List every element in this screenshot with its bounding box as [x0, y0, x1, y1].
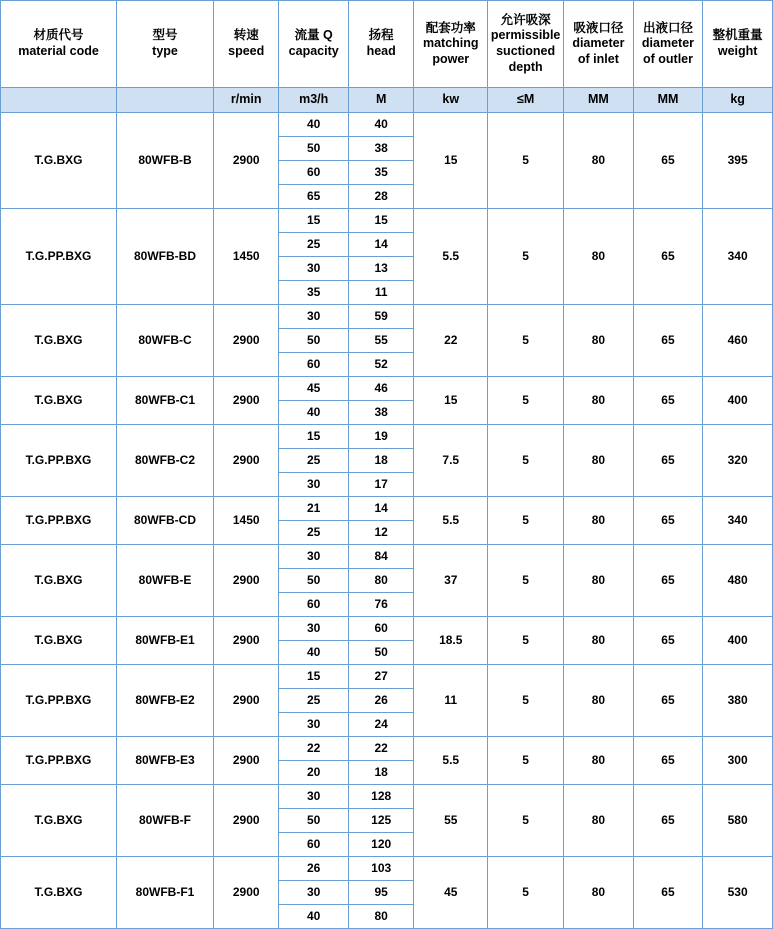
- header-capacity-cn: 流量 Q: [294, 28, 333, 43]
- cell-head: 14: [348, 497, 413, 521]
- header-speed-en: speed: [228, 44, 265, 58]
- cell-head: 46: [348, 377, 413, 401]
- header-material-code: [1, 1, 117, 88]
- header-power-cn: 配套功率: [425, 20, 476, 35]
- cell-capacity: 60: [279, 833, 349, 857]
- table-row: [1, 617, 773, 641]
- table-head: [1, 1, 773, 113]
- cell-speed: 2900: [214, 377, 279, 425]
- cell-capacity: 40: [279, 905, 349, 929]
- cell-weight: 400: [703, 377, 773, 425]
- table-row: [1, 113, 773, 137]
- cell-suction-depth: 5: [488, 857, 564, 929]
- table-row: [1, 377, 773, 401]
- cell-type: 80WFB-C2: [117, 425, 214, 497]
- cell-power: 15: [414, 377, 488, 425]
- header-type-en: type: [152, 44, 178, 58]
- cell-head: 27: [348, 665, 413, 689]
- cell-suction-depth: 5: [488, 305, 564, 377]
- cell-head: 60: [348, 617, 413, 641]
- cell-capacity: 30: [279, 305, 349, 329]
- cell-head: 80: [348, 569, 413, 593]
- cell-head: 95: [348, 881, 413, 905]
- header-head: [348, 1, 413, 88]
- cell-material-code: T.G.BXG: [1, 545, 117, 617]
- cell-material-code: T.G.BXG: [1, 377, 117, 425]
- table-row: [1, 305, 773, 329]
- header-capacity-en: capacity: [288, 44, 339, 58]
- header-capacity: [279, 1, 349, 88]
- cell-head: 13: [348, 257, 413, 281]
- cell-inlet-diameter: 80: [564, 545, 634, 617]
- cell-power: 7.5: [414, 425, 488, 497]
- cell-head: 14: [348, 233, 413, 257]
- header-row: [1, 1, 773, 88]
- header-suction-depth: [488, 1, 564, 88]
- header-outlet-diameter-cn: 出液口径: [642, 20, 693, 35]
- unit-capacity: m3/h: [279, 88, 349, 113]
- cell-material-code: T.G.BXG: [1, 305, 117, 377]
- header-speed-cn: 转速: [233, 28, 259, 43]
- cell-material-code: T.G.PP.BXG: [1, 497, 117, 545]
- cell-capacity: 25: [279, 233, 349, 257]
- cell-head: 18: [348, 449, 413, 473]
- cell-head: 80: [348, 905, 413, 929]
- header-head-en: head: [366, 44, 396, 58]
- cell-suction-depth: 5: [488, 785, 564, 857]
- cell-type: 80WFB-C1: [117, 377, 214, 425]
- header-type: [117, 1, 214, 88]
- header-material-code-en: material code: [18, 44, 99, 58]
- cell-speed: 2900: [214, 545, 279, 617]
- cell-suction-depth: 5: [488, 377, 564, 425]
- cell-capacity: 35: [279, 281, 349, 305]
- cell-speed: 1450: [214, 497, 279, 545]
- cell-capacity: 26: [279, 857, 349, 881]
- cell-head: 22: [348, 737, 413, 761]
- cell-capacity: 22: [279, 737, 349, 761]
- header-speed: [214, 1, 279, 88]
- cell-head: 12: [348, 521, 413, 545]
- unit-type: [117, 88, 214, 113]
- table-row: [1, 545, 773, 569]
- cell-material-code: T.G.BXG: [1, 617, 117, 665]
- cell-speed: 2900: [214, 425, 279, 497]
- cell-head: 24: [348, 713, 413, 737]
- cell-power: 11: [414, 665, 488, 737]
- cell-type: 80WFB-E: [117, 545, 214, 617]
- cell-inlet-diameter: 80: [564, 209, 634, 305]
- cell-material-code: T.G.PP.BXG: [1, 209, 117, 305]
- cell-outlet-diameter: 65: [633, 737, 703, 785]
- cell-weight: 395: [703, 113, 773, 209]
- cell-power: 15: [414, 113, 488, 209]
- table-row: [1, 737, 773, 761]
- cell-capacity: 25: [279, 689, 349, 713]
- unit-outlet-diameter: MM: [633, 88, 703, 113]
- cell-head: 19: [348, 425, 413, 449]
- cell-capacity: 40: [279, 401, 349, 425]
- cell-capacity: 15: [279, 425, 349, 449]
- cell-capacity: 50: [279, 329, 349, 353]
- cell-weight: 460: [703, 305, 773, 377]
- cell-outlet-diameter: 65: [633, 497, 703, 545]
- cell-head: 35: [348, 161, 413, 185]
- cell-speed: 2900: [214, 305, 279, 377]
- cell-head: 76: [348, 593, 413, 617]
- cell-weight: 380: [703, 665, 773, 737]
- cell-power: 45: [414, 857, 488, 929]
- cell-power: 5.5: [414, 737, 488, 785]
- cell-weight: 320: [703, 425, 773, 497]
- cell-material-code: T.G.PP.BXG: [1, 737, 117, 785]
- cell-type: 80WFB-E1: [117, 617, 214, 665]
- unit-material-code: [1, 88, 117, 113]
- cell-material-code: T.G.BXG: [1, 785, 117, 857]
- cell-head: 84: [348, 545, 413, 569]
- cell-power: 37: [414, 545, 488, 617]
- cell-inlet-diameter: 80: [564, 785, 634, 857]
- table-row: [1, 209, 773, 233]
- unit-power: kw: [414, 88, 488, 113]
- cell-head: 26: [348, 689, 413, 713]
- cell-material-code: T.G.PP.BXG: [1, 665, 117, 737]
- cell-inlet-diameter: 80: [564, 113, 634, 209]
- cell-outlet-diameter: 65: [633, 209, 703, 305]
- cell-capacity: 30: [279, 785, 349, 809]
- cell-weight: 340: [703, 497, 773, 545]
- cell-capacity: 20: [279, 761, 349, 785]
- cell-speed: 2900: [214, 857, 279, 929]
- header-power-en: matching power: [422, 36, 479, 66]
- cell-suction-depth: 5: [488, 545, 564, 617]
- cell-capacity: 30: [279, 545, 349, 569]
- unit-head: M: [348, 88, 413, 113]
- cell-inlet-diameter: 80: [564, 497, 634, 545]
- cell-head: 17: [348, 473, 413, 497]
- cell-inlet-diameter: 80: [564, 617, 634, 665]
- cell-capacity: 60: [279, 353, 349, 377]
- cell-outlet-diameter: 65: [633, 665, 703, 737]
- cell-head: 18: [348, 761, 413, 785]
- cell-capacity: 40: [279, 113, 349, 137]
- cell-material-code: T.G.PP.BXG: [1, 425, 117, 497]
- header-head-cn: 扬程: [368, 28, 394, 43]
- cell-weight: 400: [703, 617, 773, 665]
- table-row: [1, 857, 773, 881]
- header-power: [414, 1, 488, 88]
- cell-weight: 340: [703, 209, 773, 305]
- cell-head: 59: [348, 305, 413, 329]
- cell-capacity: 40: [279, 641, 349, 665]
- cell-capacity: 50: [279, 137, 349, 161]
- header-outlet-diameter-en: diameter of outler: [641, 36, 695, 66]
- cell-head: 50: [348, 641, 413, 665]
- header-suction-depth-cn: 允许吸深: [500, 12, 551, 27]
- cell-capacity: 15: [279, 665, 349, 689]
- header-suction-depth-en: permissible suctioned depth: [490, 28, 561, 74]
- cell-outlet-diameter: 65: [633, 113, 703, 209]
- cell-capacity: 21: [279, 497, 349, 521]
- cell-head: 55: [348, 329, 413, 353]
- cell-suction-depth: 5: [488, 209, 564, 305]
- cell-capacity: 30: [279, 257, 349, 281]
- cell-suction-depth: 5: [488, 665, 564, 737]
- cell-head: 15: [348, 209, 413, 233]
- cell-type: 80WFB-F: [117, 785, 214, 857]
- cell-head: 125: [348, 809, 413, 833]
- header-inlet-diameter: [564, 1, 634, 88]
- cell-outlet-diameter: 65: [633, 425, 703, 497]
- cell-speed: 2900: [214, 737, 279, 785]
- cell-speed: 2900: [214, 113, 279, 209]
- cell-weight: 480: [703, 545, 773, 617]
- cell-head: 28: [348, 185, 413, 209]
- cell-power: 22: [414, 305, 488, 377]
- cell-capacity: 30: [279, 473, 349, 497]
- cell-head: 52: [348, 353, 413, 377]
- cell-capacity: 30: [279, 881, 349, 905]
- cell-head: 38: [348, 137, 413, 161]
- cell-capacity: 30: [279, 617, 349, 641]
- table-row: [1, 665, 773, 689]
- cell-capacity: 15: [279, 209, 349, 233]
- cell-type: 80WFB-F1: [117, 857, 214, 929]
- header-material-code-cn: 材质代号: [33, 28, 84, 43]
- unit-speed: r/min: [214, 88, 279, 113]
- table-row: [1, 785, 773, 809]
- cell-capacity: 50: [279, 569, 349, 593]
- cell-speed: 2900: [214, 785, 279, 857]
- cell-capacity: 50: [279, 809, 349, 833]
- table-row: [1, 425, 773, 449]
- cell-weight: 580: [703, 785, 773, 857]
- cell-inlet-diameter: 80: [564, 305, 634, 377]
- cell-type: 80WFB-BD: [117, 209, 214, 305]
- cell-speed: 1450: [214, 209, 279, 305]
- cell-speed: 2900: [214, 617, 279, 665]
- cell-weight: 530: [703, 857, 773, 929]
- cell-power: 55: [414, 785, 488, 857]
- header-weight: [703, 1, 773, 88]
- cell-capacity: 65: [279, 185, 349, 209]
- header-inlet-diameter-en: diameter of inlet: [572, 36, 625, 66]
- cell-suction-depth: 5: [488, 617, 564, 665]
- cell-material-code: T.G.BXG: [1, 857, 117, 929]
- cell-type: 80WFB-C: [117, 305, 214, 377]
- unit-row: [1, 88, 773, 113]
- cell-inlet-diameter: 80: [564, 737, 634, 785]
- cell-outlet-diameter: 65: [633, 377, 703, 425]
- cell-suction-depth: 5: [488, 113, 564, 209]
- table-row: [1, 497, 773, 521]
- unit-inlet-diameter: MM: [564, 88, 634, 113]
- cell-inlet-diameter: 80: [564, 377, 634, 425]
- cell-inlet-diameter: 80: [564, 857, 634, 929]
- unit-suction-depth: ≤M: [488, 88, 564, 113]
- cell-capacity: 45: [279, 377, 349, 401]
- cell-capacity: 25: [279, 449, 349, 473]
- cell-outlet-diameter: 65: [633, 857, 703, 929]
- cell-head: 40: [348, 113, 413, 137]
- cell-head: 128: [348, 785, 413, 809]
- cell-outlet-diameter: 65: [633, 617, 703, 665]
- cell-material-code: T.G.BXG: [1, 113, 117, 209]
- header-type-cn: 型号: [152, 28, 178, 43]
- cell-type: 80WFB-E3: [117, 737, 214, 785]
- header-weight-cn: 整机重量: [712, 28, 763, 43]
- header-inlet-diameter-cn: 吸液口径: [573, 20, 624, 35]
- cell-power: 5.5: [414, 497, 488, 545]
- cell-capacity: 25: [279, 521, 349, 545]
- cell-suction-depth: 5: [488, 497, 564, 545]
- cell-power: 5.5: [414, 209, 488, 305]
- cell-capacity: 30: [279, 713, 349, 737]
- cell-head: 103: [348, 857, 413, 881]
- cell-weight: 300: [703, 737, 773, 785]
- header-outlet-diameter: [633, 1, 703, 88]
- cell-outlet-diameter: 65: [633, 785, 703, 857]
- cell-speed: 2900: [214, 665, 279, 737]
- cell-head: 38: [348, 401, 413, 425]
- cell-type: 80WFB-CD: [117, 497, 214, 545]
- header-weight-en: weight: [717, 44, 758, 58]
- cell-power: 18.5: [414, 617, 488, 665]
- cell-inlet-diameter: 80: [564, 425, 634, 497]
- cell-capacity: 60: [279, 161, 349, 185]
- cell-type: 80WFB-B: [117, 113, 214, 209]
- cell-outlet-diameter: 65: [633, 545, 703, 617]
- unit-weight: kg: [703, 88, 773, 113]
- cell-inlet-diameter: 80: [564, 665, 634, 737]
- cell-head: 11: [348, 281, 413, 305]
- cell-capacity: 60: [279, 593, 349, 617]
- table-body: [1, 113, 773, 929]
- cell-outlet-diameter: 65: [633, 305, 703, 377]
- cell-suction-depth: 5: [488, 737, 564, 785]
- cell-head: 120: [348, 833, 413, 857]
- cell-suction-depth: 5: [488, 425, 564, 497]
- cell-type: 80WFB-E2: [117, 665, 214, 737]
